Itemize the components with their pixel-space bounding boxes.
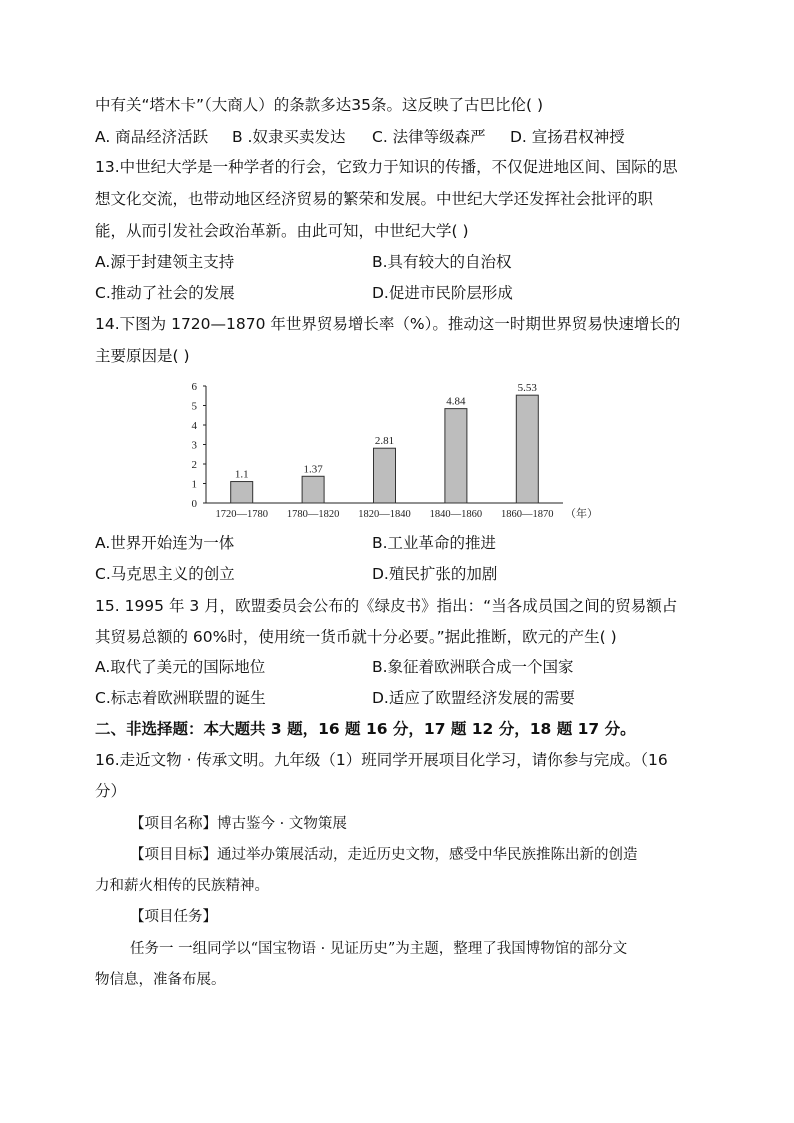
bar-value-label: 1.1: [234, 468, 249, 481]
q12-option-d[interactable]: D. 宣扬君权神授: [510, 128, 625, 146]
q12-stem-end: 中有关“塔木卡”（大商人）的条款多达35条。这反映了古巴比伦( ): [95, 96, 544, 114]
y-tick-label: 0: [191, 498, 197, 510]
y-axis-ticks: [192, 381, 207, 510]
bar-value-label: 4.84: [446, 395, 466, 408]
x-tick-label: 1720—1780: [215, 509, 268, 520]
bar-1840—1860: [445, 409, 467, 503]
bar-value-label: 5.53: [517, 382, 537, 395]
project-name: 【项目名称】博古鉴今 · 文物策展: [130, 816, 347, 832]
bar-1780—1820: [302, 476, 324, 503]
section-2-heading: 二、非选择题：本大题共 3 题，16 题 16 分，17 题 12 分，18 题 17 分。: [95, 720, 636, 738]
q15-stem-line-1: 15. 1995 年 3 月，欧盟委员会公布的《绿皮书》指出：“当各成员国之间的贸易额占: [95, 597, 678, 615]
x-tick-label: 1860—1870: [501, 509, 554, 520]
y-tick-label: 5: [191, 400, 197, 413]
x-axis-unit: （年）: [565, 508, 598, 520]
y-tick-label: 4: [191, 420, 197, 432]
task-1-line-2: 物信息，准备布展。: [95, 972, 226, 988]
x-axis-labels: [215, 509, 553, 520]
y-tick-label: 3: [191, 439, 197, 452]
y-tick-label: 1: [191, 478, 197, 491]
q12-option-b[interactable]: B .奴隶买卖发达: [232, 128, 346, 146]
y-tick-label: 2: [191, 459, 197, 471]
q15-option-c[interactable]: C.标志着欧洲联盟的诞生: [95, 689, 266, 707]
q13-stem-line-3: 能，从而引发社会政治革新。由此可知，中世纪大学( ): [95, 222, 469, 240]
q13-stem-line-2: 想文化交流，也带动地区经济贸易的繁荣和发展。中世纪大学还发挥社会批评的职: [95, 190, 654, 208]
q13-option-b[interactable]: B.具有较大的自治权: [372, 253, 512, 271]
q12-option-c[interactable]: C. 法律等级森严: [372, 128, 486, 146]
bar-1720—1780: [231, 482, 253, 503]
project-goal-line-1: 【项目目标】通过举办策展活动，走近历史文物，感受中华民族推陈出新的创造: [130, 847, 638, 863]
q14-option-b[interactable]: B.工业革命的推进: [372, 534, 497, 552]
q13-option-d[interactable]: D.促进市民阶层形成: [372, 284, 513, 302]
q14-option-a[interactable]: A.世界开始连为一体: [95, 534, 235, 552]
bar-value-label: 2.81: [374, 435, 395, 448]
bar-1820—1840: [374, 448, 396, 503]
y-tick-label: 6: [191, 381, 197, 393]
task-1-line-1: 任务一 一组同学以“国宝物语 · 见证历史”为主题，整理了我国博物馆的部分文: [130, 941, 628, 957]
q14-option-d[interactable]: D.殖民扩张的加剧: [372, 565, 498, 583]
project-goal-line-2: 力和薪火相传的民族精神。: [95, 878, 269, 894]
bar-1860—1870: [516, 395, 538, 503]
q13-stem-line-1: 13.中世纪大学是一种学者的行会，它致力于知识的传播，不仅促进地区间、国际的思: [95, 158, 678, 176]
q13-option-c[interactable]: C.推动了社会的发展: [95, 284, 235, 302]
trade-growth-bar-chart: [185, 376, 615, 524]
q14-option-c[interactable]: C.马克思主义的创立: [95, 565, 235, 583]
q15-option-d[interactable]: D.适应了欧盟经济发展的需要: [372, 689, 575, 707]
bars: [231, 382, 539, 503]
project-tasks-label: 【项目任务】: [130, 909, 217, 925]
bar-value-label: 1.37: [303, 463, 323, 476]
q12-option-a[interactable]: A. 商品经济活跃: [95, 128, 209, 146]
q15-option-a[interactable]: A.取代了美元的国际地位: [95, 658, 266, 676]
x-tick-label: 1840—1860: [429, 509, 483, 520]
q13-option-a[interactable]: A.源于封建领主支持: [95, 253, 235, 271]
q15-option-b[interactable]: B.象征着欧洲联合成一个国家: [372, 658, 574, 676]
x-tick-label: 1780—1820: [286, 509, 340, 520]
q15-stem-line-2: 其贸易总额的 60%时，使用统一货币就十分必要。”据此推断，欧元的产生( ): [95, 628, 617, 646]
q16-stem-line-1: 16.走近文物 · 传承文明。九年级（1）班同学开展项目化学习，请你参与完成。（16: [95, 751, 668, 769]
q16-stem-line-2: 分）: [95, 782, 127, 800]
q14-stem-line-2: 主要原因是( ): [95, 347, 190, 365]
x-tick-label: 1820—1840: [358, 509, 411, 520]
q14-stem-line-1: 14.下图为 1720—1870 年世界贸易增长率（%）。推动这一时期世界贸易快速增长的: [95, 315, 681, 333]
